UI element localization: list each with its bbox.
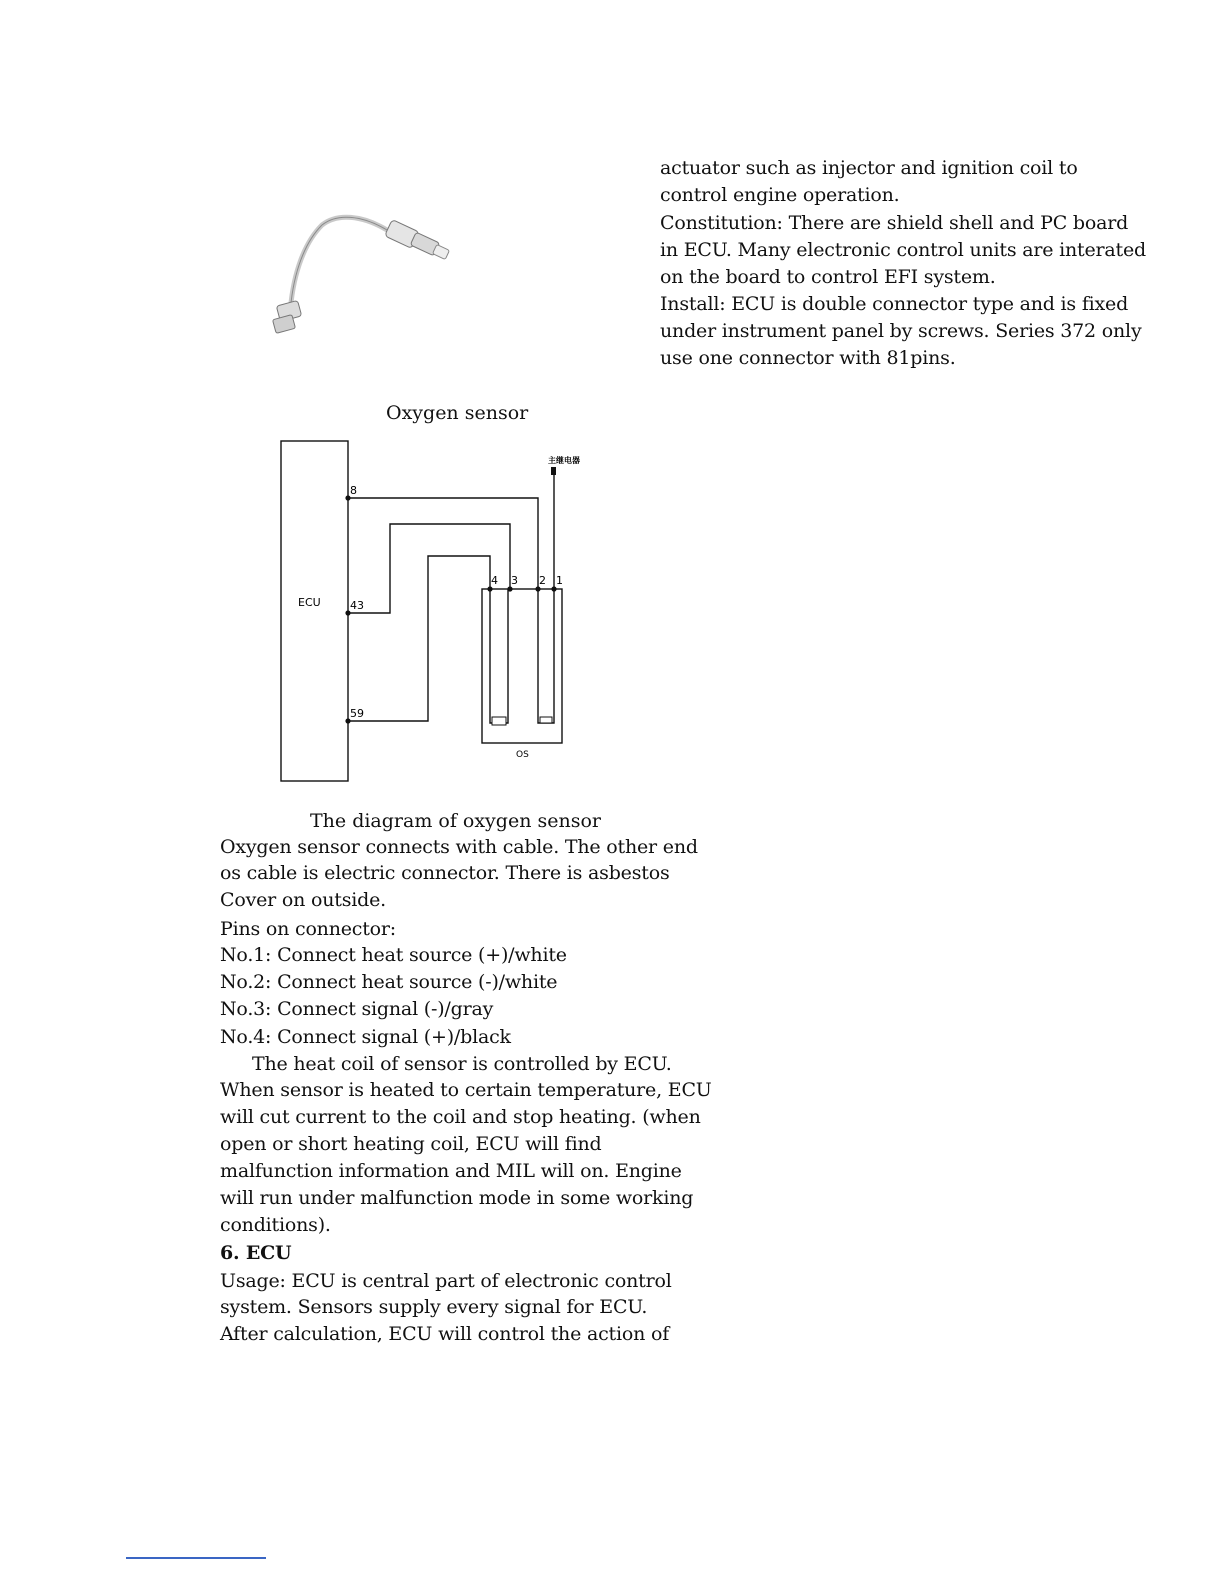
- sensor-element-icon: [492, 717, 506, 725]
- text-line: Oxygen sensor connects with cable. The other end: [220, 836, 698, 858]
- ecu-label: ECU: [298, 596, 321, 609]
- ecu-box: [281, 441, 348, 781]
- text-line: conditions).: [220, 1214, 331, 1236]
- figure-caption-diagram: The diagram of oxygen sensor: [310, 810, 601, 832]
- text-line: os cable is electric connector. There is asbestos: [220, 862, 670, 884]
- sensor-pin-label: 4: [491, 574, 498, 587]
- sensor-pin-label: 3: [511, 574, 518, 587]
- pin-item: No.3: Connect signal (-)/gray: [220, 998, 494, 1020]
- text-line: Constitution: There are shield shell and PC board: [660, 212, 1129, 234]
- text-line: on the board to control EFI system.: [660, 266, 996, 288]
- text-line: in ECU. Many electronic control units are interated: [660, 239, 1146, 261]
- text-line: Cover on outside.: [220, 889, 386, 911]
- oxygen-sensor-image: [262, 205, 462, 340]
- text-line: When sensor is heated to certain temperature, ECU: [220, 1079, 712, 1101]
- main-relay-label: 主继电器: [548, 456, 580, 465]
- os-label: OS: [516, 750, 529, 760]
- text-line: will run under malfunction mode in some working: [220, 1187, 694, 1209]
- text-line: After calculation, ECU will control the action of: [220, 1323, 670, 1345]
- ecu-pin-label: 8: [350, 484, 357, 497]
- text-line: malfunction information and MIL will on. Engine: [220, 1160, 682, 1182]
- pin-item: No.4: Connect signal (+)/black: [220, 1026, 511, 1048]
- text-line: Usage: ECU is central part of electronic control: [220, 1270, 672, 1292]
- figure-caption-oxygen-sensor: Oxygen sensor: [386, 402, 529, 424]
- pins-heading: Pins on connector:: [220, 918, 397, 940]
- sensor-pin-label: 1: [556, 574, 563, 587]
- text-line: actuator such as injector and ignition coil to: [660, 157, 1078, 179]
- sensor-pin-label: 2: [539, 574, 546, 587]
- text-line: Install: ECU is double connector type and is fixed: [660, 293, 1129, 315]
- footnote-rule: [126, 1557, 266, 1559]
- pin-item: No.1: Connect heat source (+)/white: [220, 944, 567, 966]
- section-heading: 6. ECU: [220, 1242, 292, 1264]
- text-line: open or short heating coil, ECU will find: [220, 1133, 602, 1155]
- text-line: The heat coil of sensor is controlled by ECU.: [252, 1053, 672, 1075]
- pin-item: No.2: Connect heat source (-)/white: [220, 971, 558, 993]
- text-line: system. Sensors supply every signal for ECU.: [220, 1296, 648, 1318]
- ecu-pin-label: 59: [350, 707, 364, 720]
- heater-element-icon: [540, 717, 552, 723]
- text-line: control engine operation.: [660, 184, 900, 206]
- text-line: use one connector with 81pins.: [660, 347, 956, 369]
- text-line: will cut current to the coil and stop heating. (when: [220, 1106, 701, 1128]
- text-line: under instrument panel by screws. Series 372 only: [660, 320, 1142, 342]
- oxygen-sensor-wiring-diagram: [270, 435, 590, 795]
- ecu-pin-label: 43: [350, 599, 364, 612]
